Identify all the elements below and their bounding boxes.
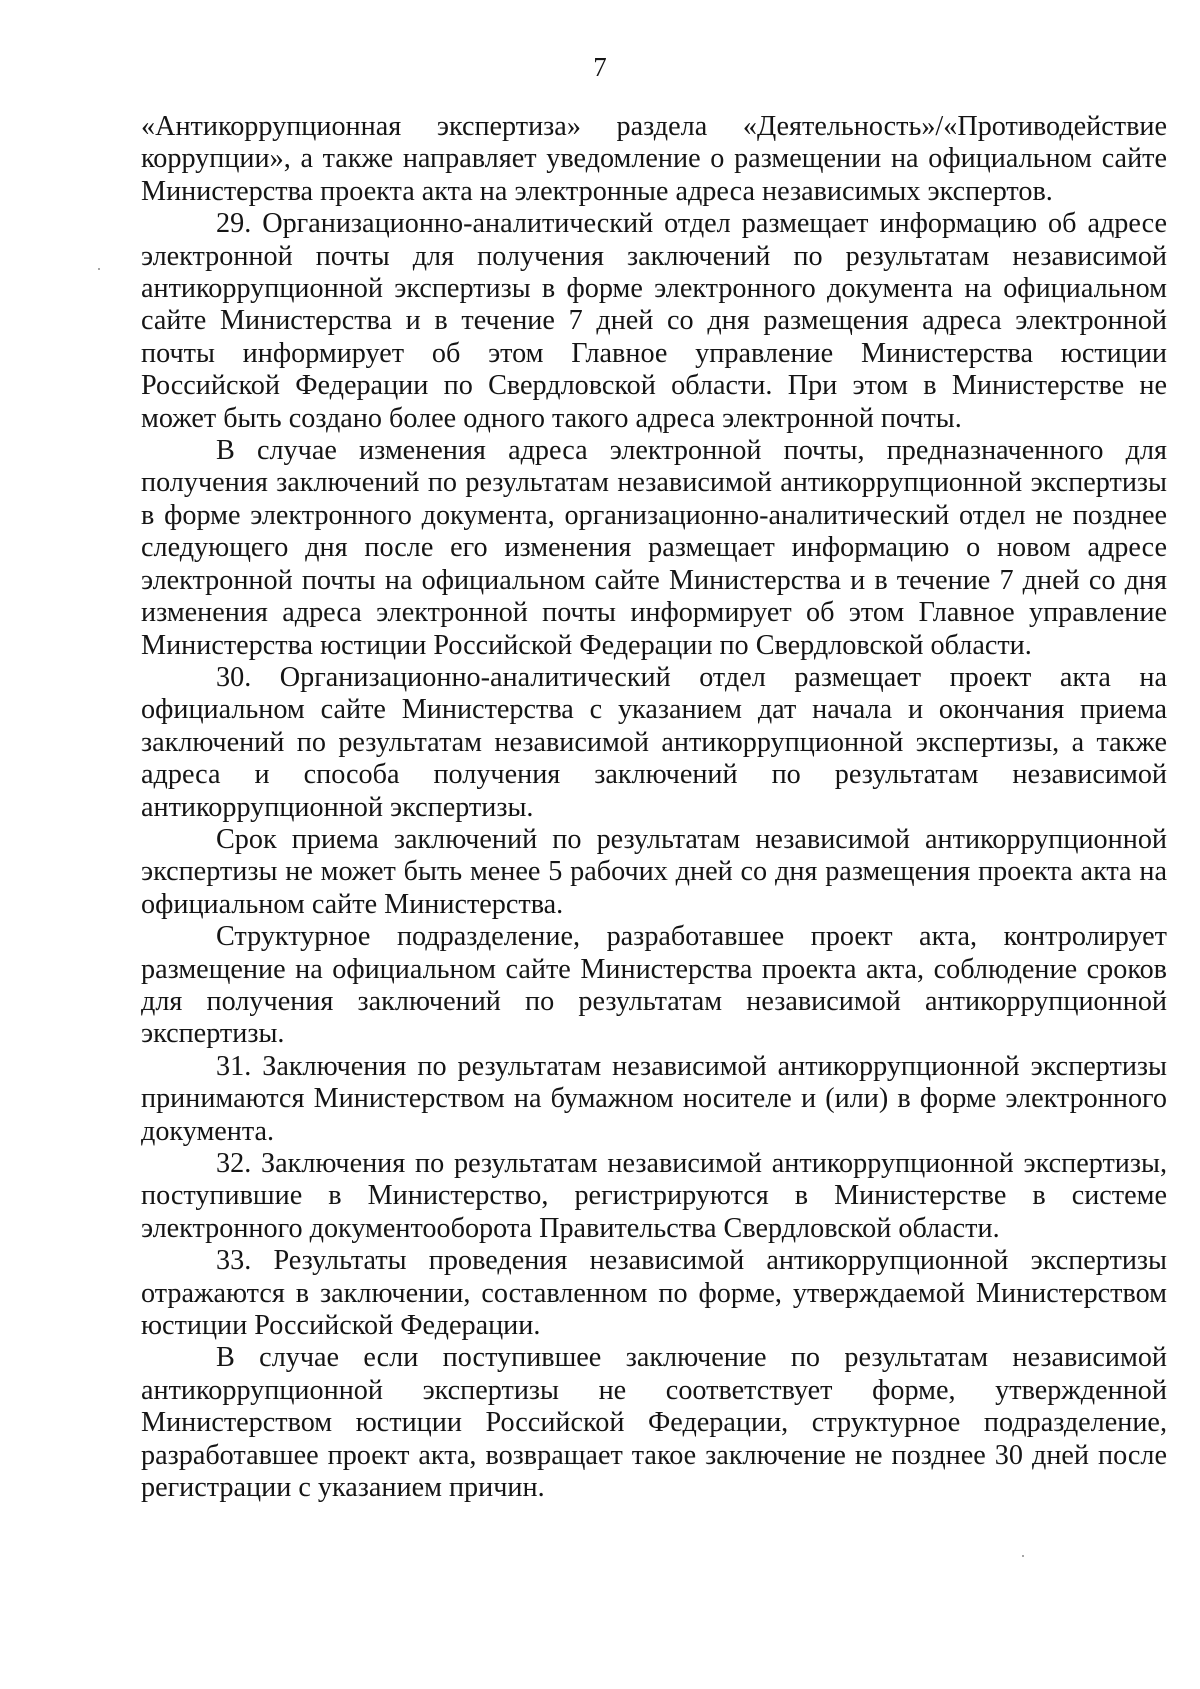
scan-speck (1022, 1555, 1024, 1557)
paragraph-return-conclusion: В случае если поступившее заключение по результатам независимой антикоррупционной экспертизы не соответствует форме, утвержденной Министерством юстиции Российской Федерации, структурное подразделение, разработавшее проект акта, возвращает такое заключение не позднее 30 дней после регистрации с указанием причин. (141, 1342, 1167, 1504)
document-body (141, 111, 1167, 1504)
paragraph-item-29: 29. Организационно-аналитический отдел размещает информацию об адресе электронной почты для получения заключений по результатам независимой антикоррупционной экспертизы в форме электронного документа на официальном сайте Министерства и в течение 7 дней со дня размещения адреса электронной почты информирует об этом Главное управление Министерства юстиции Российской Федерации по Свердловской области. При этом в Министерстве не может быть создано более одного такого адреса электронной почты. (141, 208, 1167, 434)
paragraph-continuation: «Антикоррупционная экспертиза» раздела «Деятельность»/«Противодействие коррупции», а также направляет уведомление о размещении на официальном сайте Министерства проекта акта на электронные адреса независимых экспертов. (141, 111, 1167, 207)
paragraph-item-33: 33. Результаты проведения независимой антикоррупционной экспертизы отражаются в заключении, составленном по форме, утверждаемой Министерством юстиции Российской Федерации. (141, 1245, 1167, 1342)
paragraph-item-31: 31. Заключения по результатам независимой антикоррупционной экспертизы принимаются Министерством на бумажном носителе и (или) в форме электронного документа. (141, 1050, 1167, 1147)
scan-speck (98, 268, 100, 270)
paragraph-structural-unit: Структурное подразделение, разработавшее проект акта, контролирует размещение на официальном сайте Министерства проекта акта, соблюдение сроков для получения заключений по результатам независимой антикоррупционной экспертизы. (141, 921, 1167, 1050)
paragraph-item-32: 32. Заключения по результатам независимой антикоррупционной экспертизы, поступившие в Министерство, регистрируются в Министерстве в системе электронного документооборота Правительства Свердловской области. (141, 1148, 1167, 1244)
page-number: 7 (593, 52, 607, 82)
paragraph-acceptance-period: Срок приема заключений по результатам независимой антикоррупционной экспертизы не может быть менее 5 рабочих дней со дня размещения проекта акта на официальном сайте Министерства. (141, 823, 1167, 920)
paragraph-email-change: В случае изменения адреса электронной почты, предназначенного для получения заключений по результатам независимой антикоррупционной экспертизы в форме электронного документа, организационно-аналитический отдел не позднее следующего дня после его изменения размещает информацию о новом адресе электронной почты на официальном сайте Министерства и в течение 7 дней со дня изменения адреса электронной почты информирует об этом Главное управление Министерства юстиции Российской Федерации по Свердловской области. (141, 435, 1167, 661)
paragraph-item-30: 30. Организационно-аналитический отдел размещает проект акта на официальном сайте Министерства с указанием дат начала и окончания приема заключений по результатам независимой антикоррупционной экспертизы, а также адреса и способа получения заключений по результатам независимой антикоррупционной экспертизы. (141, 661, 1167, 823)
